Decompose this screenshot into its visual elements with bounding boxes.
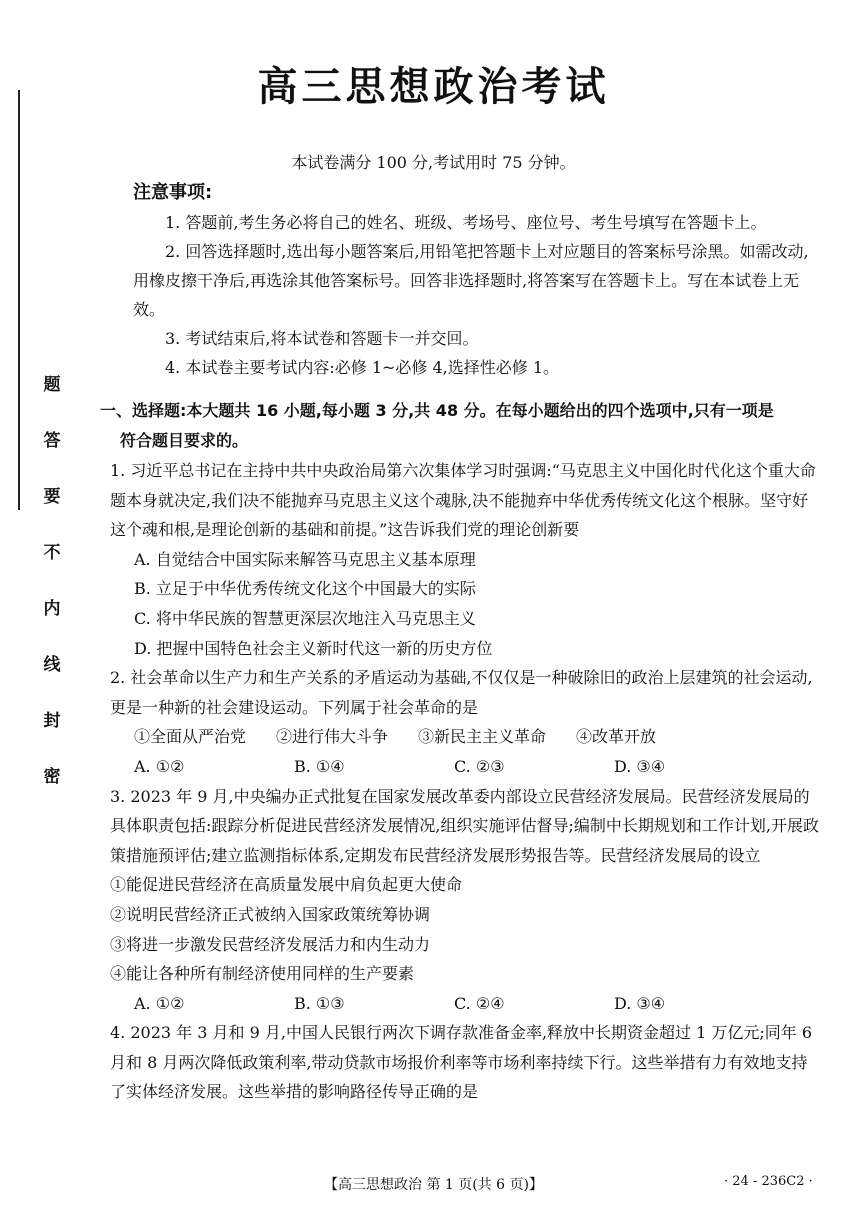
seal-char: 要 [43,487,61,507]
option-c: C. ②④ [454,993,505,1013]
page-footer: 【高三思想政治 第 1 页(共 6 页)】 [324,1177,543,1193]
statement-3: ③新民主主义革命 [418,727,547,747]
statement-3: ③将进一步激发民营经济发展活力和内生动力 [110,934,431,954]
question-stem: 2. 社会革命以生产力和生产关系的矛盾运动为基础,不仅仅是一种破除旧的政治上层建筑的社会运动,更是一种新的社会建设运动。下列属于社会革命的是 [110,668,813,717]
notice-list [133,208,813,382]
section-line-2: 符合题目要求的。 [120,431,249,450]
notice-item: 3. 考试结束后,将本试卷和答题卡一并交回。 [165,329,479,348]
notice-heading: 注意事项: [133,182,213,203]
option-d: D. ③④ [614,993,666,1013]
notice-item: 2. 回答选择题时,选出每小题答案后,用铅笔把答题卡上对应题目的答案标号涂黑。如需改动,用橡皮擦干净后,再选涂其他答案标号。回答非选择题时,将答案写在答题卡上。写在本试卷上无效。 [133,242,809,319]
option-a: A. ①② [134,993,185,1013]
notice-item: 1. 答题前,考生务必将自己的姓名、班级、考场号、座位号、考生号填写在答题卡上。 [165,213,767,232]
seal-char: 不 [43,543,61,563]
statement-row [110,722,822,752]
seal-warning [40,370,64,818]
exam-info: 本试卷满分 100 分,考试用时 75 分钟。 [291,153,576,172]
statement-4: ④能让各种所有制经济使用同样的生产要素 [110,964,415,984]
question-stem: 3. 2023 年 9 月,中央编办正式批复在国家发展改革委内部设立民营经济发展局。民营经济发展局的具体职责包括:跟踪分析促进民营经济发展情况,组织实施评估督导;编制中长期规划和工作计划,开展政策措施预评估;建立监测指标体系,定期发布民营经济发展形势报告等。民营经济发展局的设立 [110,786,819,865]
option-c: C. ②③ [454,756,505,776]
statement-2: ②说明民营经济正式被纳入国家政策统筹协调 [110,904,431,924]
seal-char: 密 [43,767,61,787]
page-title: 高三思想政治考试 [257,64,610,110]
option-c: C. 将中华民族的智慧更深层次地注入马克思主义 [134,608,476,628]
question-stem: 4. 2023 年 3 月和 9 月,中国人民银行两次下调存款准备金率,释放中长期资金超过 1 万亿元;同年 6 月和 8 月两次降低政策利率,带动贷款市场报价利率等市场利率持续下行。这些举措有力有效地支持了实体经济发展。这些举措的影响路径传导正确的是 [110,1023,813,1102]
question-2 [110,663,822,781]
option-d: D. 把握中国特色社会主义新时代这一新的历史方位 [134,638,493,658]
option-b: B. ①③ [294,993,345,1013]
option-a: A. ①② [134,756,185,776]
seal-char: 内 [43,599,61,619]
option-a: A. 自觉结合中国实际来解答马克思主义基本原理 [134,549,476,569]
question-list [110,456,822,1107]
statement-4: ④改革开放 [576,727,657,747]
notice-item: 4. 本试卷主要考试内容:必修 1~必修 4,选择性必修 1。 [165,358,560,377]
option-row [110,752,822,782]
option-b: B. 立足于中华优秀传统文化这个中国最大的实际 [134,579,476,599]
seal-char: 封 [43,711,61,731]
question-1 [110,456,822,663]
paper-code: · 24 - 236C2 · [724,1174,813,1189]
statement-2: ②进行伟大斗争 [276,727,389,747]
question-4 [110,1018,822,1107]
question-stem: 1. 习近平总书记在主持中共中央政治局第六次集体学习时强调:“马克思主义中国化时代化这个重大命题本身就决定,我们决不能抛弃马克思主义这个魂脉,决不能抛弃中华优秀传统文化这个根脉。坚守好这个魂和根,是理论创新的基础和前提。”这告诉我们党的理论创新要 [110,461,816,540]
option-d: D. ③④ [614,756,666,776]
seal-char: 题 [43,375,61,395]
section-heading [100,396,818,456]
statement-1: ①能促进民营经济在高质量发展中肩负起更大使命 [110,875,463,895]
seal-char: 答 [43,431,61,451]
option-b: B. ①④ [294,756,345,776]
section-line-1: 一、选择题:本大题共 16 小题,每小题 3 分,共 48 分。在每小题给出的四个选项中,只有一项是 [100,401,774,420]
statement-1: ①全面从严治党 [134,727,247,747]
seal-char: 线 [43,655,61,675]
option-row [110,989,822,1019]
question-3 [110,782,822,1019]
